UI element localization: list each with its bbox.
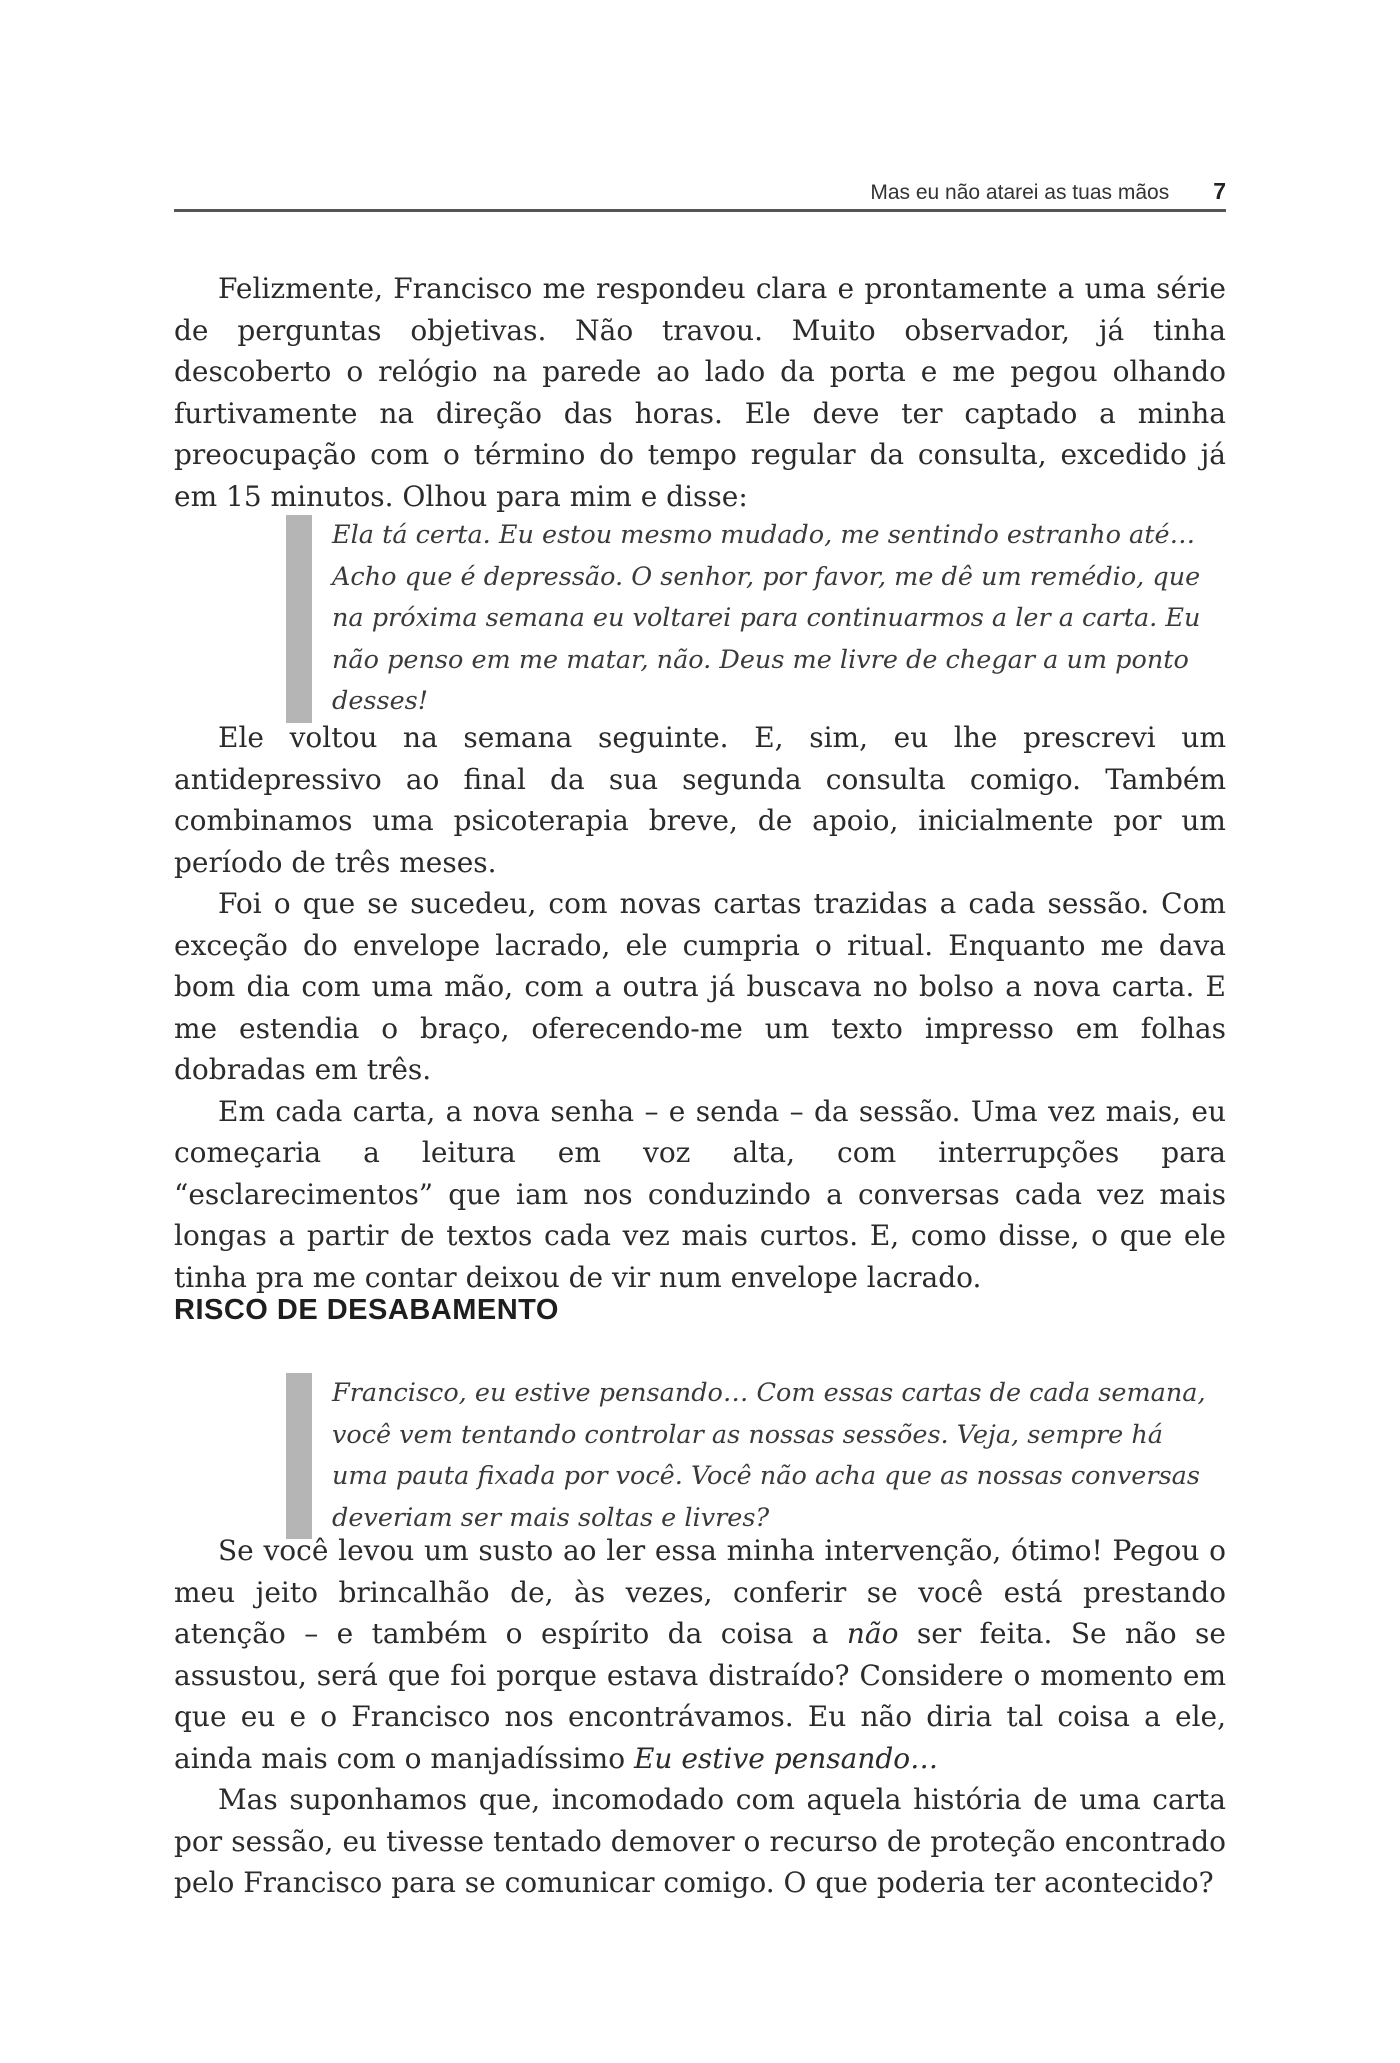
emphasis: não (846, 1617, 899, 1650)
paragraph: Mas suponhamos que, incomodado com aquela história de uma carta por sessão, eu tivesse tentado demover o recurso de proteção encontrado pelo Francisco para se comunicar comigo. O que poderia ter acontecido? (174, 1783, 1226, 1899)
blockquote-1 (286, 515, 1226, 723)
body-section-2 (174, 717, 1226, 1298)
blockquote-2 (286, 1373, 1226, 1539)
body-section-3 (174, 1530, 1226, 1904)
emphasis: Eu estive pensando… (633, 1741, 939, 1775)
quote-text: Francisco, eu estive pensando… Com essas cartas de cada semana, você vem tentando controlar as nossas sessões. Veja, sempre há uma pauta fixada por você. Você não acha que as nossas conversas deveriam ser mais soltas e livres? (332, 1378, 1206, 1533)
paragraph: Felizmente, Francisco me respondeu clara e prontamente a uma série de perguntas objetivas. Não travou. Muito observador, já tinha descoberto o relógio na parede ao lado da porta e me pegou olhando furtivamente na direção das horas. Ele deve ter captado a minha preocupação com o término do tempo regular da consulta, excedido já em 15 minutos. Olhou para mim e disse: (174, 272, 1226, 513)
running-title: Mas eu não atarei as tuas mãos (870, 181, 1170, 204)
text-run: ser feita. Se não se assustou, será que foi porque estava distraído? Considere o momento em que eu e o Francisco nos encontrávamos. Eu não diria tal coisa a ele, ainda mais com o manjadíssimo (174, 1617, 1226, 1775)
text-run: Se você levou um susto ao ler essa minha intervenção, ótimo! Pegou o meu jeito brincalhão de, às vezes, conferir se você está prestando atenção – e também o espírito da coisa a (174, 1534, 1226, 1650)
running-header (174, 178, 1226, 212)
paragraph (174, 1530, 1226, 1779)
paragraph: Foi o que se sucedeu, com novas cartas trazidas a cada sessão. Com exceção do envelope lacrado, ele cumpria o ritual. Enquanto me dava bom dia com uma mão, com a outra já buscava no bolso a nova carta. E me estendia o braço, oferecendo-me um texto impresso em folhas dobradas em três. (174, 887, 1226, 1086)
paragraph: Em cada carta, a nova senha – e senda – da sessão. Uma vez mais, eu começaria a leitura em voz alta, com interrupções para “esclarecimentos” que iam nos conduzindo a conversas cada vez mais longas a partir de textos cada vez mais curtos. E, como disse, o que ele tinha pra me contar deixou de vir num envelope lacrado. (174, 1094, 1226, 1294)
paragraph: Ele voltou na semana seguinte. E, sim, eu lhe prescrevi um antidepressivo ao final da sua segunda consulta comigo. Também combinamos uma psicoterapia breve, de apoio, inicialmente por um período de três meses. (174, 721, 1226, 879)
section-heading: RISCO DE DESABAMENTO (174, 1294, 559, 1326)
page-number: 7 (1213, 178, 1226, 204)
quote-text: Ela tá certa. Eu estou mesmo mudado, me sentindo estranho até… Acho que é depressão. O senhor, por favor, me dê um remédio, que na próxima semana eu voltarei para continuarmos a ler a carta. Eu não penso em me matar, não. Deus me livre de chegar a um ponto desses! (332, 520, 1201, 716)
body-section-1 (174, 268, 1226, 517)
